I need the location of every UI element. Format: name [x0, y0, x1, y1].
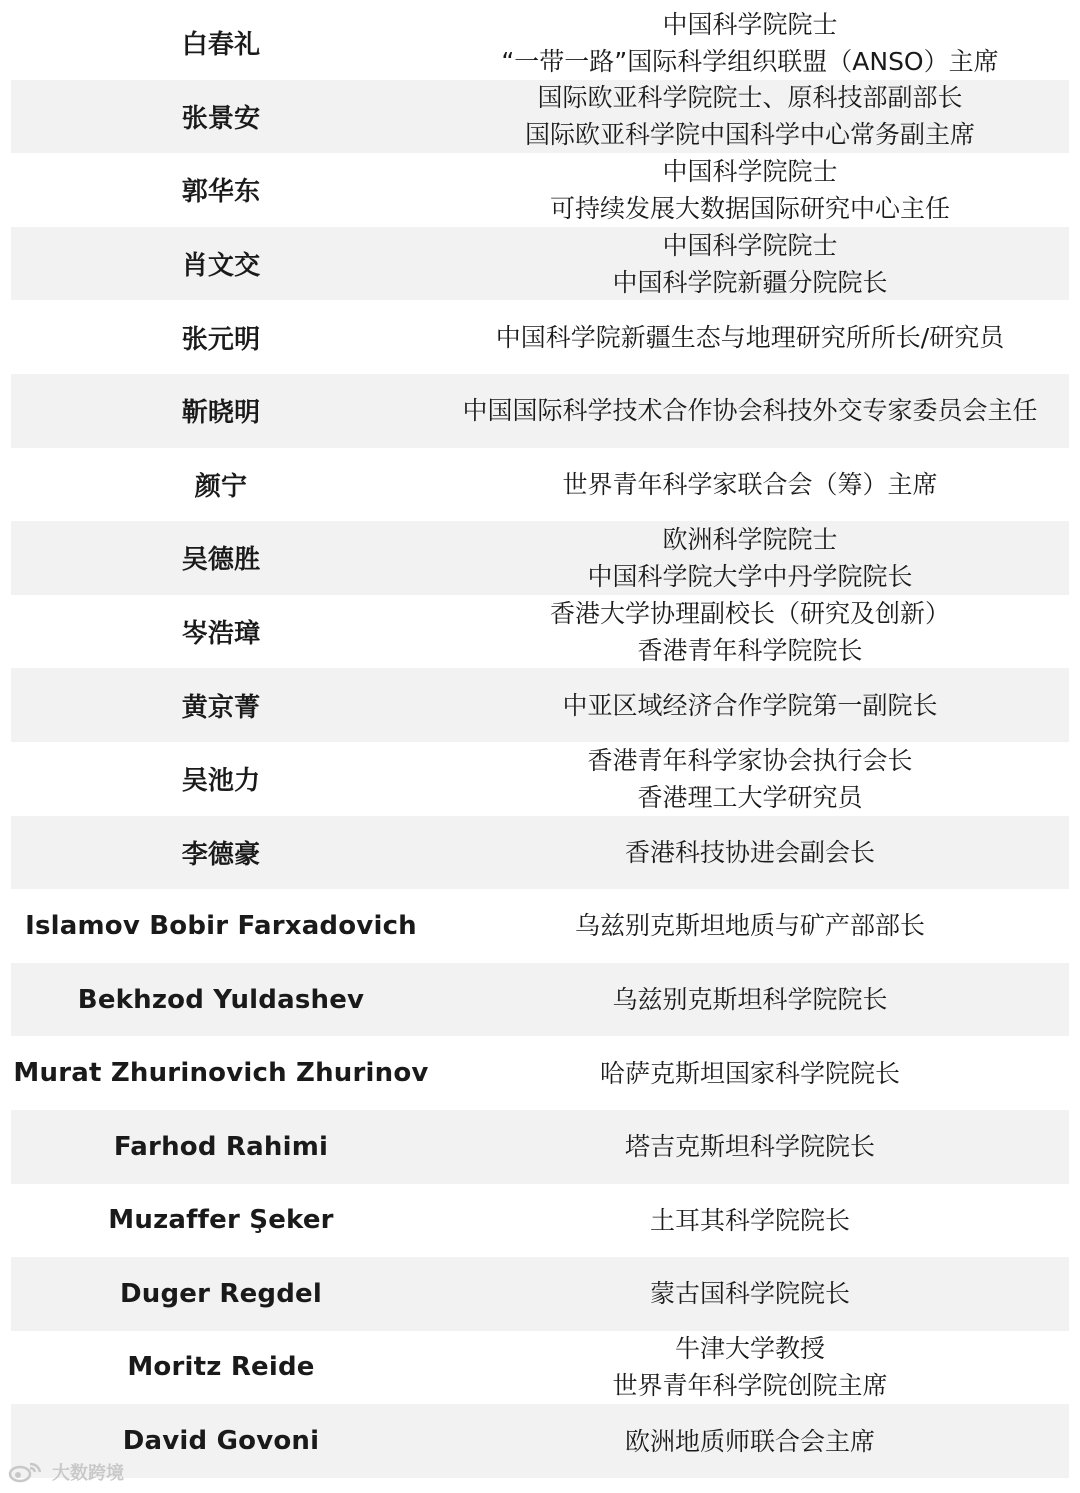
- member-title-line: 中亚区域经济合作学院第一副院长: [562, 690, 938, 720]
- member-title-line: 塔吉克斯坦科学院院长: [624, 1132, 875, 1162]
- table-row: [11, 668, 1069, 742]
- member-title-line: 乌兹别克斯坦地质与矿产部部长: [574, 911, 925, 941]
- member-title-line: 乌兹别克斯坦科学院院长: [612, 985, 888, 1015]
- member-title: [431, 1331, 1069, 1405]
- member-name: 吴德胜: [181, 545, 261, 576]
- member-table: [11, 6, 1069, 1478]
- member-name: 白春礼: [181, 30, 261, 61]
- member-title-line: 香港大学协理副校长（研究及创新）: [549, 598, 950, 628]
- member-title-line: 蒙古国科学院院长: [649, 1279, 850, 1309]
- member-title: [431, 668, 1069, 742]
- table-row: [11, 1331, 1069, 1405]
- member-title-line: 世界青年科学院创院主席: [612, 1371, 888, 1401]
- member-title-line: 中国科学院院士: [662, 156, 838, 186]
- member-name: Farhod Rahimi: [113, 1131, 329, 1162]
- member-name: Duger Regdel: [119, 1278, 323, 1309]
- table-row: [11, 153, 1069, 227]
- member-title-line: “一带一路”国际科学组织联盟（ANSO）主席: [501, 46, 999, 76]
- member-name: 吴池力: [181, 766, 261, 797]
- member-name: 张景安: [181, 103, 261, 134]
- member-name: 张元明: [181, 324, 261, 355]
- member-title: [431, 1404, 1069, 1478]
- member-title: [431, 1184, 1069, 1258]
- member-title-line: 中国国际科学技术合作协会科技外交专家委员会主任: [462, 396, 1038, 426]
- member-title-line: 土耳其科学院院长: [649, 1205, 850, 1235]
- table-row: [11, 6, 1069, 80]
- member-name: 岑浩璋: [181, 619, 261, 650]
- member-title-line: 中国科学院新疆分院院长: [612, 267, 888, 297]
- member-title: [431, 227, 1069, 301]
- member-name: 颜宁: [194, 471, 248, 502]
- member-title-line: 中国科学院院士: [662, 230, 838, 260]
- member-title-line: 国际欧亚科学院院士、原科技部副部长: [537, 83, 963, 113]
- table-row: [11, 816, 1069, 890]
- member-title-line: 欧洲地质师联合会主席: [624, 1426, 875, 1456]
- member-title-line: 香港青年科学家协会执行会长: [587, 745, 913, 775]
- member-name: Bekhzod Yuldashev: [77, 984, 365, 1015]
- member-name: David Govoni: [122, 1426, 320, 1457]
- member-title: [431, 521, 1069, 595]
- table-row: [11, 300, 1069, 374]
- member-name: 靳晓明: [181, 398, 261, 429]
- table-row: [11, 1257, 1069, 1331]
- member-title: [431, 6, 1069, 80]
- member-title-line: 香港科技协进会副会长: [624, 837, 875, 867]
- member-title-line: 哈萨克斯坦国家科学院院长: [599, 1058, 900, 1088]
- table-row: [11, 742, 1069, 816]
- table-row: [11, 889, 1069, 963]
- member-name: Muzaffer Şeker: [108, 1205, 334, 1236]
- table-row: [11, 1110, 1069, 1184]
- member-title: [431, 1257, 1069, 1331]
- member-name: 李德豪: [181, 839, 261, 870]
- member-title-line: 香港理工大学研究员: [637, 782, 863, 812]
- member-title: [431, 816, 1069, 890]
- member-title: [431, 80, 1069, 154]
- member-title: [431, 374, 1069, 448]
- table-row: [11, 80, 1069, 154]
- member-title: [431, 448, 1069, 522]
- member-title: [431, 1036, 1069, 1110]
- member-title-line: 欧洲科学院院士: [662, 524, 838, 554]
- member-name: 肖文交: [181, 251, 261, 282]
- member-title: [431, 300, 1069, 374]
- watermark-text: 大数跨境: [52, 1463, 124, 1484]
- member-title-line: 中国科学院大学中丹学院院长: [587, 561, 913, 591]
- member-title-line: 香港青年科学院院长: [637, 635, 863, 665]
- member-title-line: 可持续发展大数据国际研究中心主任: [549, 193, 950, 223]
- member-name: Murat Zhurinovich Zhurinov: [13, 1058, 429, 1089]
- member-title: [431, 595, 1069, 669]
- weibo-logo-icon: [8, 1460, 48, 1484]
- watermark: [8, 1459, 124, 1485]
- table-row: [11, 963, 1069, 1037]
- member-title-line: 牛津大学教授: [674, 1334, 825, 1364]
- member-title: [431, 742, 1069, 816]
- table-row: [11, 448, 1069, 522]
- member-name: Moritz Reide: [127, 1352, 315, 1383]
- table-row: [11, 1404, 1069, 1478]
- table-row: [11, 374, 1069, 448]
- member-title: [431, 963, 1069, 1037]
- member-title-line: 中国科学院院士: [662, 9, 838, 39]
- member-title: [431, 153, 1069, 227]
- member-name: 郭华东: [181, 177, 261, 208]
- member-name: 黄京菁: [181, 692, 261, 723]
- table-row: [11, 1184, 1069, 1258]
- table-row: [11, 595, 1069, 669]
- member-title-line: 世界青年科学家联合会（筹）主席: [562, 469, 938, 499]
- member-title-line: 中国科学院新疆生态与地理研究所所长/研究员: [495, 322, 1005, 352]
- member-title: [431, 1110, 1069, 1184]
- member-name: Islamov Bobir Farxadovich: [25, 910, 417, 941]
- table-row: [11, 1036, 1069, 1110]
- member-title: [431, 889, 1069, 963]
- member-title-line: 国际欧亚科学院中国科学中心常务副主席: [524, 120, 975, 150]
- table-row: [11, 227, 1069, 301]
- table-row: [11, 521, 1069, 595]
